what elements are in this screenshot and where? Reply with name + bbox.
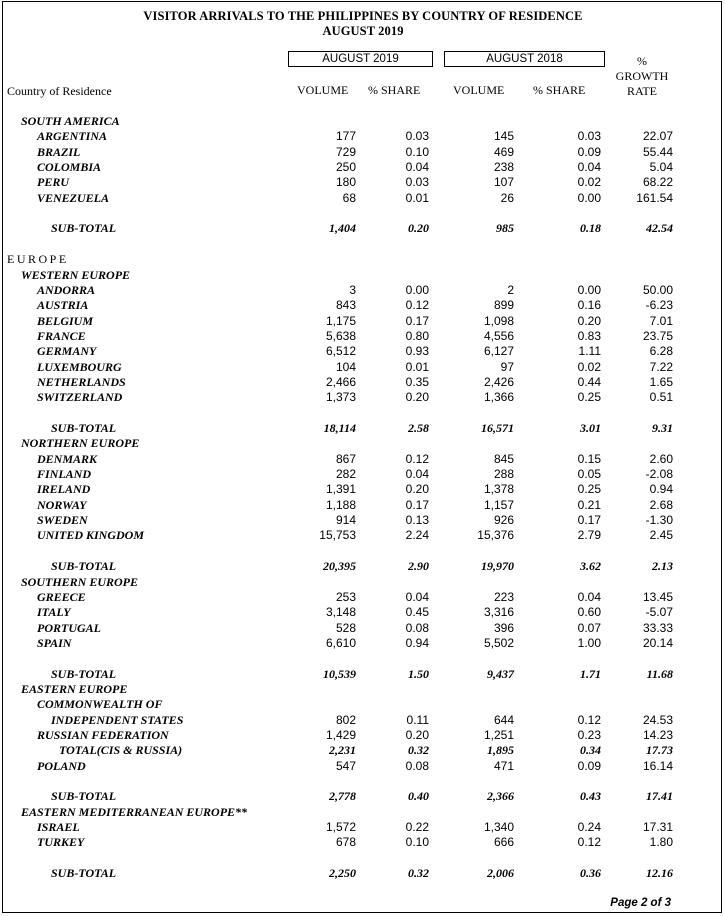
- table-row: [3, 621, 723, 636]
- table-row: [3, 344, 723, 359]
- country-label: SUB-TOTAL: [51, 866, 117, 881]
- volume-2019-cell: 18,114: [323, 421, 356, 435]
- share-2019-cell: 0.20: [405, 390, 429, 405]
- table-row: [3, 314, 723, 329]
- country-label: UNITED KINGDOM: [37, 528, 145, 543]
- share-2018-cell: 0.16: [577, 298, 601, 313]
- volume-2018-cell: 899: [493, 298, 514, 313]
- country-label: RUSSIAN FEDERATION: [37, 728, 169, 742]
- share-2018-cell: 0.24: [577, 820, 601, 835]
- share-2018-cell: 0.60: [577, 605, 601, 620]
- subtotal-row: [3, 789, 723, 804]
- share-2018-cell: 0.09: [577, 144, 601, 159]
- table-row: [3, 482, 723, 497]
- share-2019-cell: 0.12: [405, 451, 429, 466]
- growth-rate-cell: 68.22: [642, 175, 673, 190]
- volume-2019-cell: 6,610: [325, 635, 356, 650]
- country-label: ITALY: [37, 605, 71, 620]
- share-2019-cell: 0.11: [406, 712, 429, 727]
- volume-2018-cell: 107: [493, 175, 514, 190]
- table-row: [3, 145, 723, 160]
- region-row: [3, 252, 723, 267]
- volume-2019-cell: 15,753: [319, 528, 356, 543]
- region-row: [3, 805, 723, 820]
- table-row: [3, 452, 723, 467]
- share-2019-cell: 0.01: [405, 359, 429, 374]
- growth-rate-cell: 24.53: [642, 712, 673, 727]
- volume-2018-cell: 1,895: [487, 743, 514, 758]
- country-label: SUB-TOTAL: [51, 421, 117, 435]
- volume-2019-cell: 1,188: [325, 497, 356, 512]
- period-header-2018: AUGUST 2018: [444, 51, 605, 67]
- share-2018-cell: 0.44: [577, 374, 601, 389]
- share-2018-cell: 0.25: [577, 482, 601, 497]
- volume-2019-cell: 867: [335, 451, 356, 466]
- share-2018-cell: 0.36: [580, 866, 601, 881]
- volume-2018-cell: 1,366: [483, 390, 514, 405]
- country-label: BELGIUM: [37, 313, 94, 328]
- country-label: GERMANY: [37, 344, 97, 359]
- country-label: VENEZUELA: [37, 190, 110, 205]
- volume-2018-cell: 666: [493, 835, 514, 850]
- volume-2019-cell: 678: [335, 835, 356, 850]
- table-row: [3, 467, 723, 482]
- growth-rate-cell: 50.00: [642, 282, 673, 297]
- subtotal-row: [3, 559, 723, 574]
- volume-2018-cell: 3,316: [483, 605, 514, 620]
- volume-2019-cell: 1,429: [325, 728, 356, 742]
- subtotal-row: [3, 221, 723, 236]
- share-2019-cell: 0.80: [405, 328, 429, 343]
- share-2018-cell: 0.05: [577, 467, 601, 482]
- volume-2018-cell: 1,157: [483, 497, 514, 512]
- table-row: [3, 835, 723, 850]
- growth-rate-cell: 13.45: [642, 589, 673, 604]
- country-label: TURKEY: [37, 835, 85, 850]
- volume-2019-header: VOLUME: [297, 83, 349, 97]
- share-2018-header: % SHARE: [533, 83, 586, 97]
- volume-2019-cell: 177: [335, 129, 356, 144]
- volume-2018-cell: 845: [493, 451, 514, 466]
- country-label: SWEDEN: [37, 513, 88, 528]
- volume-2018-cell: 926: [493, 513, 514, 528]
- share-2019-cell: 0.04: [405, 467, 429, 482]
- growth-rate-cell: 20.14: [642, 635, 673, 650]
- share-2018-cell: 3.01: [580, 421, 601, 435]
- growth-rate-cell: -1.30: [645, 513, 673, 528]
- volume-2019-cell: 3: [349, 282, 356, 297]
- growth-rate-cell: 2.68: [649, 497, 673, 512]
- volume-2019-cell: 528: [335, 620, 356, 635]
- country-label: SUB-TOTAL: [51, 789, 117, 804]
- report-page: [2, 1, 722, 913]
- growth-rate-cell: 17.41: [646, 789, 673, 804]
- growth-rate-cell: -5.07: [645, 605, 673, 620]
- country-label: ANDORRA: [37, 282, 96, 297]
- volume-2019-cell: 5,638: [325, 328, 356, 343]
- volume-2018-cell: 471: [493, 758, 514, 773]
- share-2019-cell: 0.08: [405, 620, 429, 635]
- share-2018-cell: 0.17: [577, 513, 601, 528]
- growth-rate-cell: 17.73: [646, 743, 673, 758]
- share-2019-cell: 2.24: [405, 528, 429, 543]
- country-label: NETHERLANDS: [37, 374, 126, 389]
- region-row: [3, 114, 723, 129]
- share-2018-cell: 0.18: [580, 221, 601, 236]
- volume-2018-cell: 223: [493, 589, 514, 604]
- table-row: [3, 605, 723, 620]
- country-label: GREECE: [37, 589, 86, 604]
- growth-rate-cell: 2.60: [649, 451, 673, 466]
- share-2018-cell: 0.43: [580, 789, 601, 804]
- volume-2018-cell: 2,006: [487, 866, 514, 881]
- region-label: EASTERN MEDITERRANEAN EUROPE**: [21, 804, 248, 819]
- table-row: [3, 375, 723, 390]
- table-row: [3, 513, 723, 528]
- table-row: [3, 728, 723, 743]
- share-2018-cell: 0.02: [577, 359, 601, 374]
- table-row: [3, 697, 723, 712]
- country-column-header: Country of Residence: [7, 84, 112, 98]
- volume-2019-cell: 253: [335, 589, 356, 604]
- volume-2019-cell: 1,572: [325, 820, 356, 835]
- volume-2018-cell: 238: [493, 160, 514, 175]
- volume-2018-cell: 469: [493, 144, 514, 159]
- volume-2018-cell: 15,376: [477, 528, 514, 543]
- share-2018-cell: 0.12: [577, 835, 601, 850]
- volume-2018-cell: 145: [493, 129, 514, 144]
- report-title: VISITOR ARRIVALS TO THE PHILIPPINES BY COUNTRY OF RESIDENCE: [143, 9, 583, 23]
- table-row: [3, 160, 723, 175]
- volume-2018-cell: 19,970: [481, 559, 514, 574]
- region-label: EUROPE: [7, 252, 69, 267]
- table-row: [3, 129, 723, 144]
- volume-2019-cell: 1,404: [329, 221, 356, 236]
- volume-2018-header: VOLUME: [453, 83, 505, 97]
- share-2018-cell: 0.00: [577, 282, 601, 297]
- country-label: PORTUGAL: [37, 620, 101, 635]
- volume-2018-cell: 6,127: [483, 344, 514, 359]
- volume-2019-cell: 729: [335, 144, 356, 159]
- share-2019-cell: 0.03: [405, 175, 429, 190]
- share-2019-cell: 0.12: [405, 298, 429, 313]
- share-2019-cell: 0.10: [405, 835, 429, 850]
- country-label: SUB-TOTAL: [51, 221, 117, 236]
- share-2018-cell: 1.00: [577, 635, 601, 650]
- volume-2018-cell: 5,502: [483, 635, 514, 650]
- share-2019-cell: 0.17: [405, 497, 429, 512]
- page-number: Page 2 of 3: [610, 897, 671, 909]
- volume-2018-cell: 985: [496, 221, 514, 236]
- share-2019-cell: 0.22: [405, 820, 429, 835]
- growth-header-line2: GROWTH: [615, 69, 669, 83]
- country-label: NORWAY: [37, 497, 87, 512]
- share-2018-cell: 0.09: [577, 758, 601, 773]
- growth-rate-cell: 55.44: [642, 144, 673, 159]
- growth-rate-cell: -6.23: [645, 298, 673, 313]
- region-row: [3, 436, 723, 451]
- growth-rate-cell: 6.28: [649, 344, 673, 359]
- volume-2019-cell: 802: [335, 712, 356, 727]
- country-label: FRANCE: [37, 328, 86, 343]
- share-2019-cell: 0.20: [405, 728, 429, 742]
- volume-2018-cell: 2,426: [483, 374, 514, 389]
- share-2018-cell: 0.12: [577, 712, 601, 727]
- share-2018-cell: 0.23: [577, 728, 601, 742]
- share-2019-cell: 0.17: [405, 313, 429, 328]
- share-2019-cell: 0.93: [405, 344, 429, 359]
- volume-2019-cell: 104: [335, 359, 356, 374]
- table-row: [3, 820, 723, 835]
- growth-header: [603, 54, 681, 99]
- country-label: COLOMBIA: [37, 160, 102, 175]
- region-row: [3, 682, 723, 697]
- growth-rate-cell: 22.07: [642, 129, 673, 144]
- volume-2019-cell: 1,391: [325, 482, 356, 497]
- table-row: [3, 329, 723, 344]
- share-2018-cell: 0.04: [577, 160, 601, 175]
- growth-rate-cell: 0.94: [649, 482, 673, 497]
- subtotal-row: [3, 421, 723, 436]
- share-2018-cell: 0.34: [580, 743, 601, 758]
- volume-2019-cell: 180: [335, 175, 356, 190]
- volume-2019-cell: 20,395: [323, 559, 356, 574]
- country-label: IRELAND: [37, 482, 91, 497]
- table-row: [3, 759, 723, 774]
- volume-2018-cell: 4,556: [483, 328, 514, 343]
- volume-2019-cell: 282: [335, 467, 356, 482]
- share-2019-cell: 0.32: [408, 743, 429, 758]
- share-2019-cell: 0.04: [405, 160, 429, 175]
- volume-2018-cell: 2: [507, 282, 514, 297]
- growth-rate-cell: -2.08: [645, 467, 673, 482]
- growth-rate-cell: 1.80: [649, 835, 673, 850]
- volume-2019-cell: 6,512: [325, 344, 356, 359]
- share-2019-cell: 0.20: [405, 482, 429, 497]
- total-row: [3, 743, 723, 758]
- table-row: [3, 498, 723, 513]
- share-2018-cell: 0.21: [577, 497, 601, 512]
- share-2019-cell: 0.45: [405, 605, 429, 620]
- table-row: [3, 390, 723, 405]
- share-2018-cell: 0.15: [577, 451, 601, 466]
- region-label: SOUTH AMERICA: [21, 114, 120, 128]
- country-label: BRAZIL: [37, 144, 81, 159]
- growth-rate-cell: 23.75: [642, 328, 673, 343]
- volume-2019-cell: 250: [335, 160, 356, 175]
- volume-2019-cell: 68: [342, 190, 356, 205]
- share-2019-cell: 2.90: [408, 559, 429, 574]
- share-2018-cell: 0.07: [577, 620, 601, 635]
- volume-2019-cell: 2,466: [325, 374, 356, 389]
- volume-2018-cell: 644: [493, 712, 514, 727]
- share-2018-cell: 0.04: [577, 589, 601, 604]
- country-label: SUB-TOTAL: [51, 559, 117, 574]
- region-label: EASTERN EUROPE: [21, 681, 128, 696]
- country-label: ISRAEL: [37, 820, 80, 835]
- country-label: SPAIN: [37, 635, 72, 650]
- volume-2019-cell: 2,778: [329, 789, 356, 804]
- region-row: [3, 268, 723, 283]
- volume-2018-cell: 26: [500, 190, 514, 205]
- share-2019-cell: 0.20: [408, 221, 429, 236]
- share-2019-cell: 1.50: [408, 666, 429, 681]
- share-2019-cell: 2.58: [408, 421, 429, 435]
- growth-rate-cell: 161.54: [636, 190, 673, 205]
- table-row: [3, 590, 723, 605]
- volume-2019-cell: 1,175: [325, 313, 356, 328]
- table-row: [3, 528, 723, 543]
- growth-rate-cell: 1.65: [649, 374, 673, 389]
- share-2018-cell: 0.02: [577, 175, 601, 190]
- volume-2018-cell: 1,378: [483, 482, 514, 497]
- table-row: [3, 713, 723, 728]
- volume-2018-cell: 9,437: [487, 666, 514, 681]
- growth-rate-cell: 17.31: [642, 820, 673, 835]
- volume-2019-cell: 547: [335, 758, 356, 773]
- share-2018-cell: 0.83: [577, 328, 601, 343]
- country-label: FINLAND: [37, 467, 92, 482]
- share-2018-cell: 0.03: [577, 129, 601, 144]
- growth-rate-cell: 5.04: [649, 160, 673, 175]
- region-label: WESTERN EUROPE: [21, 267, 131, 282]
- share-2019-cell: 0.08: [405, 758, 429, 773]
- growth-rate-cell: 42.54: [646, 221, 673, 236]
- growth-rate-cell: 33.33: [642, 620, 673, 635]
- country-label: SWITZERLAND: [37, 390, 123, 405]
- growth-rate-cell: 12.16: [646, 866, 673, 881]
- table-row: [3, 191, 723, 206]
- table-row: [3, 283, 723, 298]
- region-row: [3, 575, 723, 590]
- volume-2018-cell: 16,571: [481, 421, 514, 435]
- volume-2018-cell: 1,098: [483, 313, 514, 328]
- country-label: SUB-TOTAL: [51, 666, 117, 681]
- table-row: [3, 636, 723, 651]
- share-2019-cell: 0.01: [405, 190, 429, 205]
- share-2019-header: % SHARE: [368, 83, 421, 97]
- growth-rate-cell: 14.23: [642, 728, 673, 742]
- growth-rate-cell: 7.01: [649, 313, 673, 328]
- share-2018-cell: 2.79: [577, 528, 601, 543]
- share-2019-cell: 0.94: [405, 635, 429, 650]
- share-2019-cell: 0.40: [408, 789, 429, 804]
- growth-rate-cell: 2.13: [652, 559, 673, 574]
- growth-rate-cell: 2.45: [649, 528, 673, 543]
- volume-2019-cell: 10,539: [323, 666, 356, 681]
- volume-2018-cell: 1,251: [483, 728, 514, 742]
- volume-2018-cell: 1,340: [483, 820, 514, 835]
- growth-rate-cell: 9.31: [652, 421, 673, 435]
- volume-2019-cell: 3,148: [325, 605, 356, 620]
- share-2019-cell: 0.13: [405, 513, 429, 528]
- country-label: POLAND: [37, 758, 86, 773]
- growth-header-line1: %: [637, 54, 647, 68]
- share-2019-cell: 0.32: [408, 866, 429, 881]
- country-label: INDEPENDENT STATES: [51, 712, 184, 727]
- country-label: AUSTRIA: [37, 298, 89, 313]
- volume-2018-cell: 2,366: [487, 789, 514, 804]
- volume-2018-cell: 396: [493, 620, 514, 635]
- subtotal-row: [3, 667, 723, 682]
- growth-rate-cell: 16.14: [642, 758, 673, 773]
- share-2019-cell: 0.10: [405, 144, 429, 159]
- share-2018-cell: 1.71: [580, 666, 601, 681]
- growth-rate-cell: 0.51: [649, 390, 673, 405]
- volume-2019-cell: 2,231: [329, 743, 356, 758]
- country-label: DENMARK: [37, 451, 98, 466]
- share-2019-cell: 0.35: [405, 374, 429, 389]
- table-row: [3, 175, 723, 190]
- country-label: PERU: [37, 175, 70, 190]
- country-label: COMMONWEALTH OF: [37, 697, 163, 712]
- subtotal-row: [3, 866, 723, 881]
- share-2018-cell: 3.62: [580, 559, 601, 574]
- growth-header-line3: RATE: [627, 84, 657, 98]
- country-label: TOTAL(CIS & RUSSIA): [59, 743, 183, 758]
- report-subtitle: AUGUST 2019: [322, 24, 404, 38]
- share-2018-cell: 0.20: [577, 313, 601, 328]
- growth-rate-cell: 11.68: [646, 666, 673, 681]
- volume-2019-cell: 914: [335, 513, 356, 528]
- share-2018-cell: 0.25: [577, 390, 601, 405]
- volume-2018-cell: 288: [493, 467, 514, 482]
- volume-2018-cell: 97: [500, 359, 514, 374]
- country-label: LUXEMBOURG: [37, 359, 122, 374]
- volume-2019-cell: 2,250: [329, 866, 356, 881]
- volume-2019-cell: 843: [335, 298, 356, 313]
- period-header-2019: AUGUST 2019: [288, 51, 433, 67]
- volume-2019-cell: 1,373: [325, 390, 356, 405]
- share-2019-cell: 0.03: [405, 129, 429, 144]
- share-2018-cell: 1.11: [578, 344, 601, 359]
- region-label: NORTHERN EUROPE: [21, 436, 140, 451]
- share-2019-cell: 0.00: [405, 282, 429, 297]
- share-2019-cell: 0.04: [405, 589, 429, 604]
- growth-rate-cell: 7.22: [649, 359, 673, 374]
- share-2018-cell: 0.00: [577, 190, 601, 205]
- region-label: SOUTHERN EUROPE: [21, 574, 139, 589]
- table-row: [3, 298, 723, 313]
- table-row: [3, 360, 723, 375]
- country-label: ARGENTINA: [37, 129, 108, 144]
